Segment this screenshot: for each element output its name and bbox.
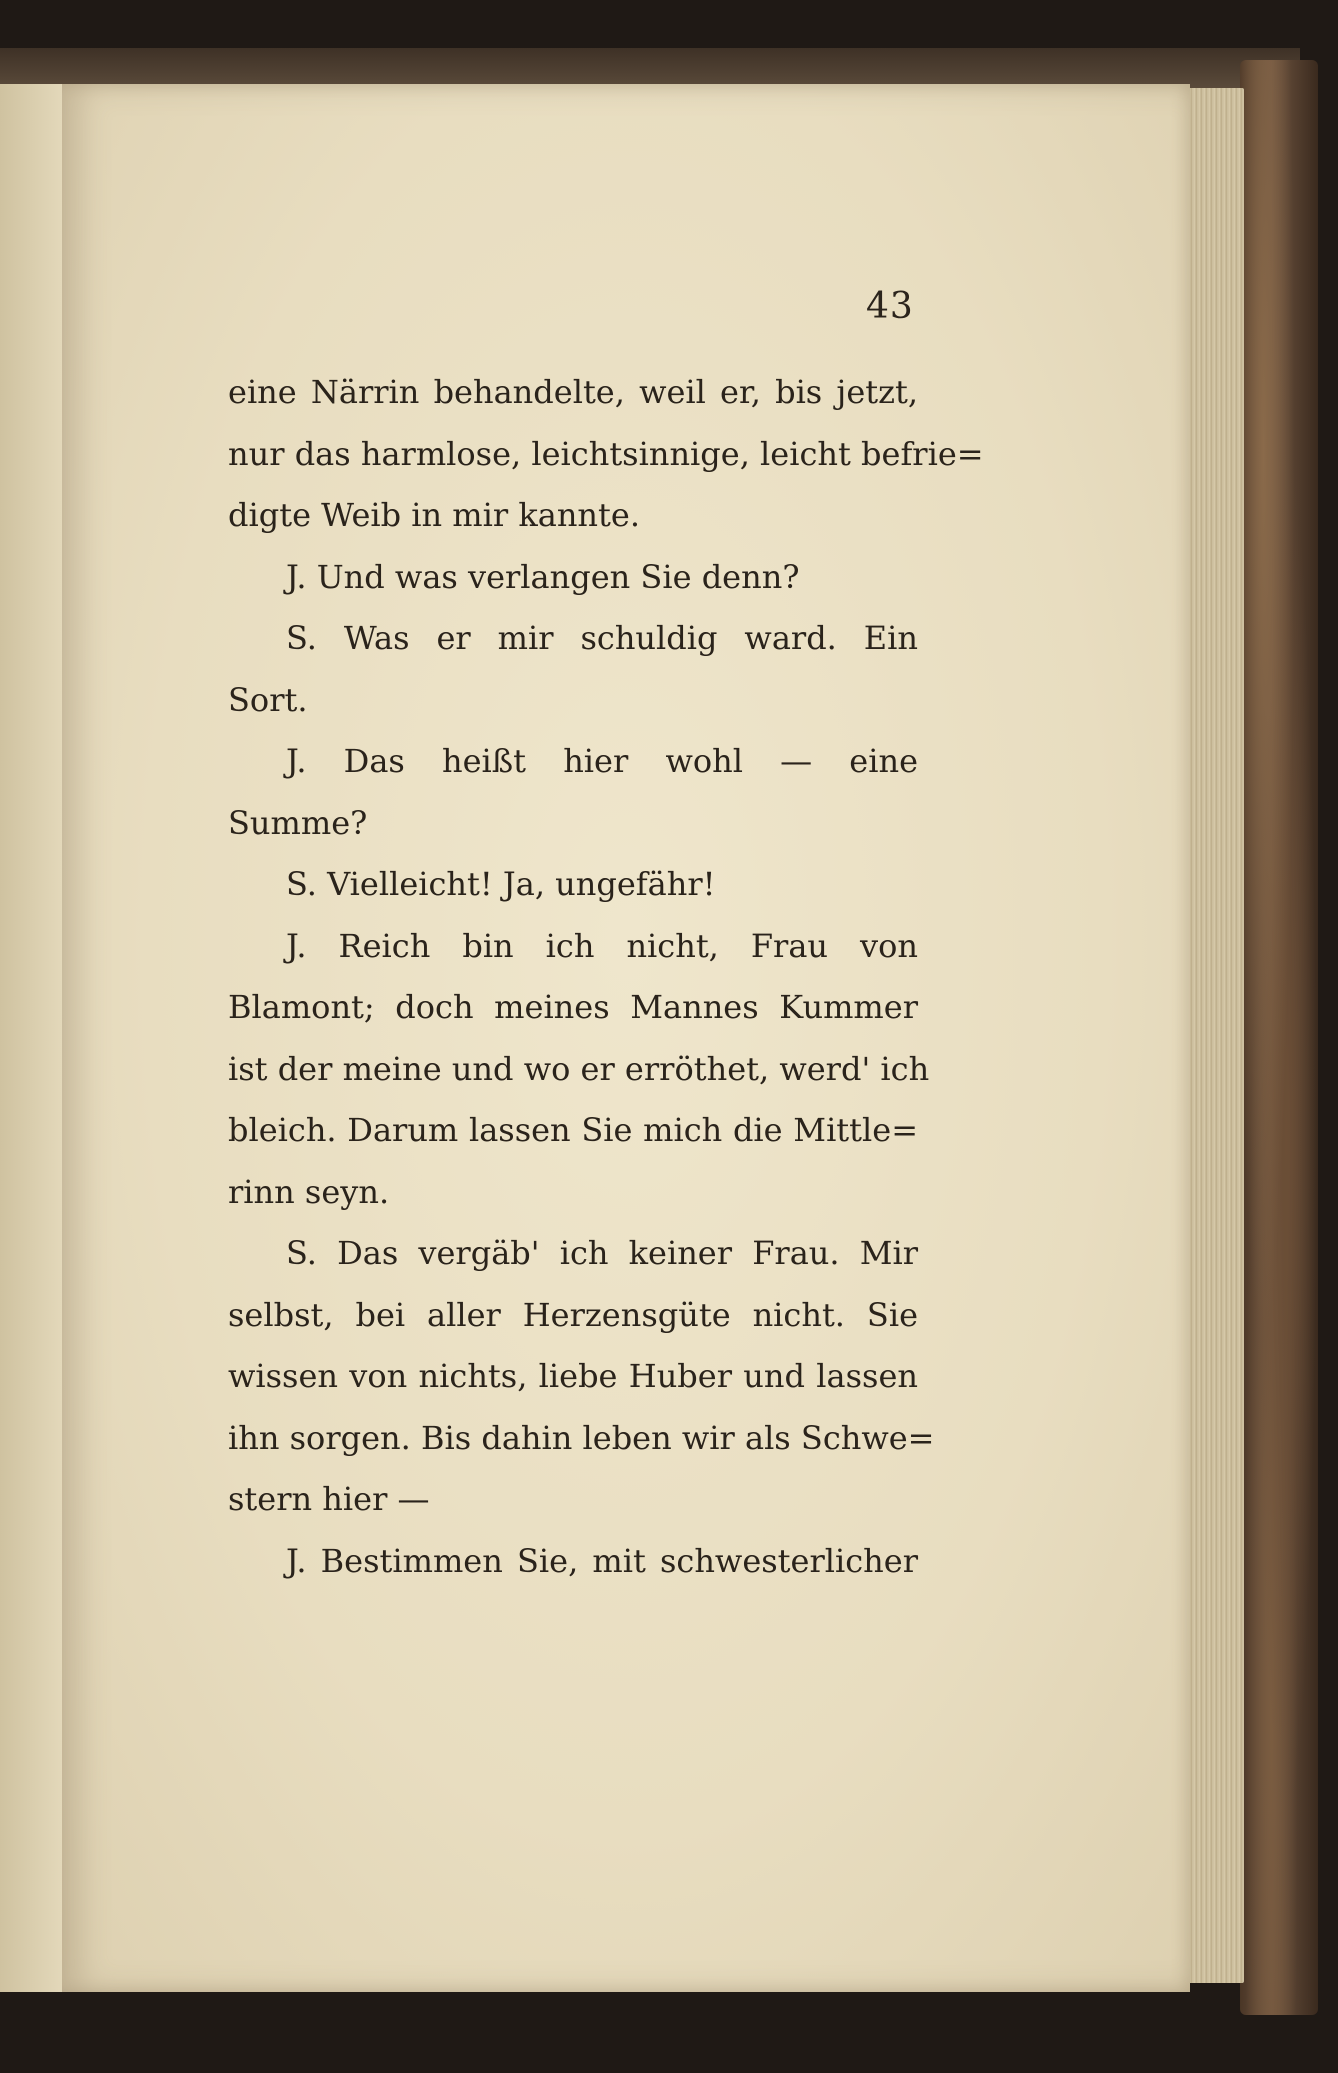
text-line: bleich. Darum lassen Sie mich die Mittle= [228,1111,918,1149]
text-line: wissen von nichts, liebe Huber und lassen [228,1357,918,1395]
text-line: J. Bestimmen Sie, mit schwesterlicher [286,1541,918,1580]
text-line: stern hier — [228,1480,430,1518]
marbled-cover-edge [1240,60,1318,2015]
page-number: 43 [866,286,914,327]
text-line: selbst, bei aller Herzensgüte nicht. Sie [228,1295,918,1334]
book-cover-top-edge [0,48,1300,88]
text-line: J. Und was verlangen Sie denn? [286,557,800,596]
text-line: rinn seyn. [228,1172,390,1211]
text-line: Sort. [228,680,308,719]
text-line: nur das harmlose, leichtsinnige, leicht befrie= [228,434,984,473]
page-text [228,362,984,1592]
text-line: ist der meine und wo er erröthet, werd' ich [228,1049,930,1088]
text-line: J. Das heißt hier wohl — eine [286,742,918,780]
text-line: ihn sorgen. Bis dahin leben wir als Schwe= [228,1418,935,1457]
text-line: Blamont; doch meines Mannes Kummer [228,988,918,1026]
text-line: S. Vielleicht! Ja, ungefähr! [286,865,716,903]
left-page-margin [0,84,62,1992]
page-edges [1188,88,1244,1983]
text-line: Summe? [228,803,368,842]
text-line: eine Närrin behandelte, weil er, bis jetzt, [228,373,918,411]
text-line: digte Weib in mir kannte. [228,496,640,534]
text-line: J. Reich bin ich nicht, Frau von [286,926,918,965]
text-line: S. Was er mir schuldig ward. Ein [286,619,918,657]
text-line: S. Das vergäb' ich keiner Frau. Mir [286,1234,918,1272]
